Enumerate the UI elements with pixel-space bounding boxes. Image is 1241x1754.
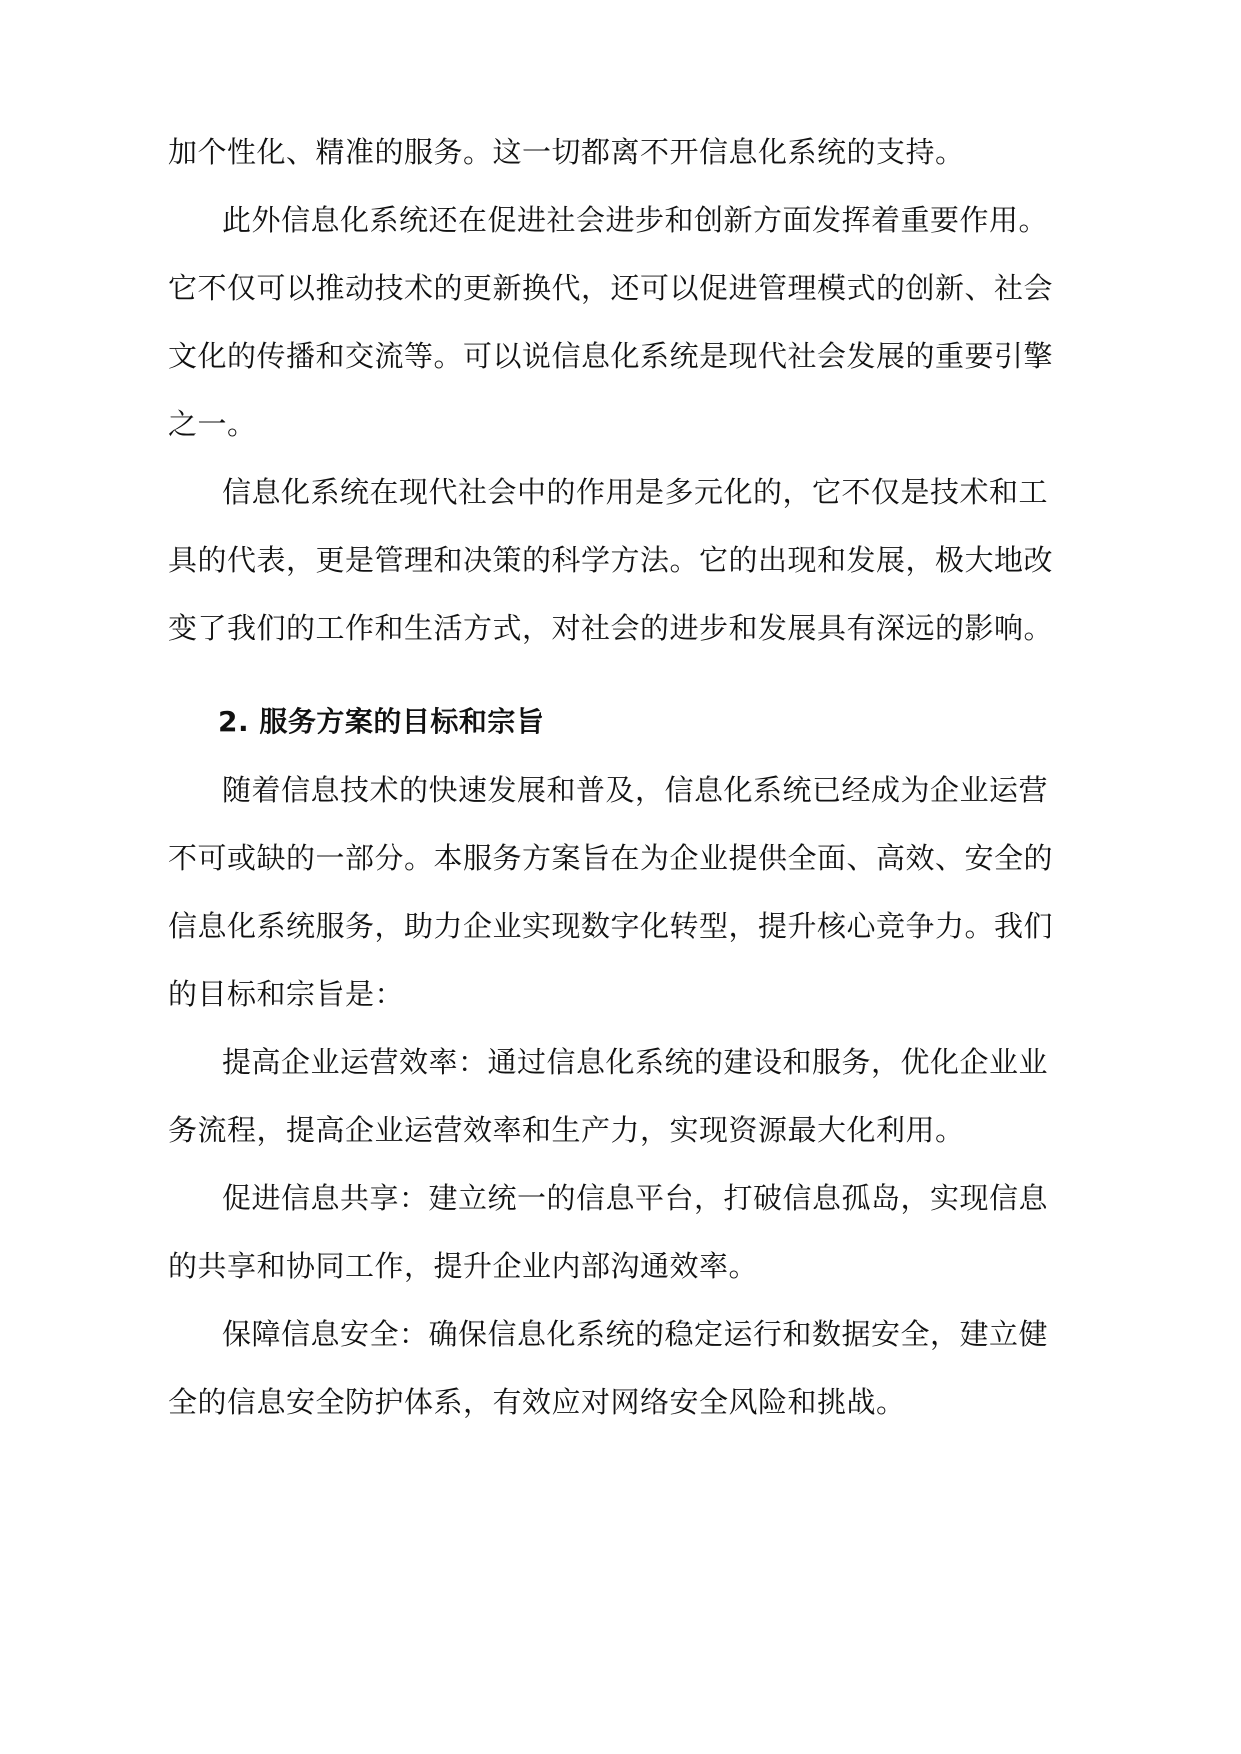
paragraph-line: 信息化系统服务，助力企业实现数字化转型，提升核心竞争力。我们 xyxy=(168,909,1054,943)
paragraph-line: 加个性化、精准的服务。这一切都离不开信息化系统的支持。 xyxy=(168,135,965,169)
paragraph-line: 随着信息技术的快速发展和普及，信息化系统已经成为企业运营 xyxy=(222,773,1049,807)
paragraph-line: 此外信息化系统还在促进社会进步和创新方面发挥着重要作用。 xyxy=(222,203,1049,237)
paragraph-line: 变了我们的工作和生活方式，对社会的进步和发展具有深远的影响。 xyxy=(168,611,1054,645)
paragraph-line: 它不仅可以推动技术的更新换代，还可以促进管理模式的创新、社会 xyxy=(168,271,1054,305)
paragraph-line: 不可或缺的一部分。本服务方案旨在为企业提供全面、高效、安全的 xyxy=(168,841,1054,875)
paragraph-line: 促进信息共享：建立统一的信息平台，打破信息孤岛，实现信息 xyxy=(222,1181,1049,1215)
paragraph-line: 具的代表，更是管理和决策的科学方法。它的出现和发展，极大地改 xyxy=(168,543,1054,577)
paragraph-line: 的共享和协同工作，提升企业内部沟通效率。 xyxy=(168,1249,759,1283)
paragraph-line: 务流程，提高企业运营效率和生产力，实现资源最大化利用。 xyxy=(168,1113,965,1147)
section-heading: 2. 服务方案的目标和宗旨 xyxy=(218,705,545,738)
paragraph-line: 全的信息安全防护体系，有效应对网络安全风险和挑战。 xyxy=(168,1385,906,1419)
paragraph-line: 信息化系统在现代社会中的作用是多元化的，它不仅是技术和工 xyxy=(222,475,1049,509)
paragraph-line: 保障信息安全：确保信息化系统的稳定运行和数据安全，建立健 xyxy=(222,1317,1049,1351)
paragraph-line: 之一。 xyxy=(168,407,257,441)
paragraph-line: 的目标和宗旨是： xyxy=(168,977,405,1011)
paragraph-line: 提高企业运营效率：通过信息化系统的建设和服务，优化企业业 xyxy=(222,1045,1049,1079)
paragraph-line: 文化的传播和交流等。可以说信息化系统是现代社会发展的重要引擎 xyxy=(168,339,1054,373)
